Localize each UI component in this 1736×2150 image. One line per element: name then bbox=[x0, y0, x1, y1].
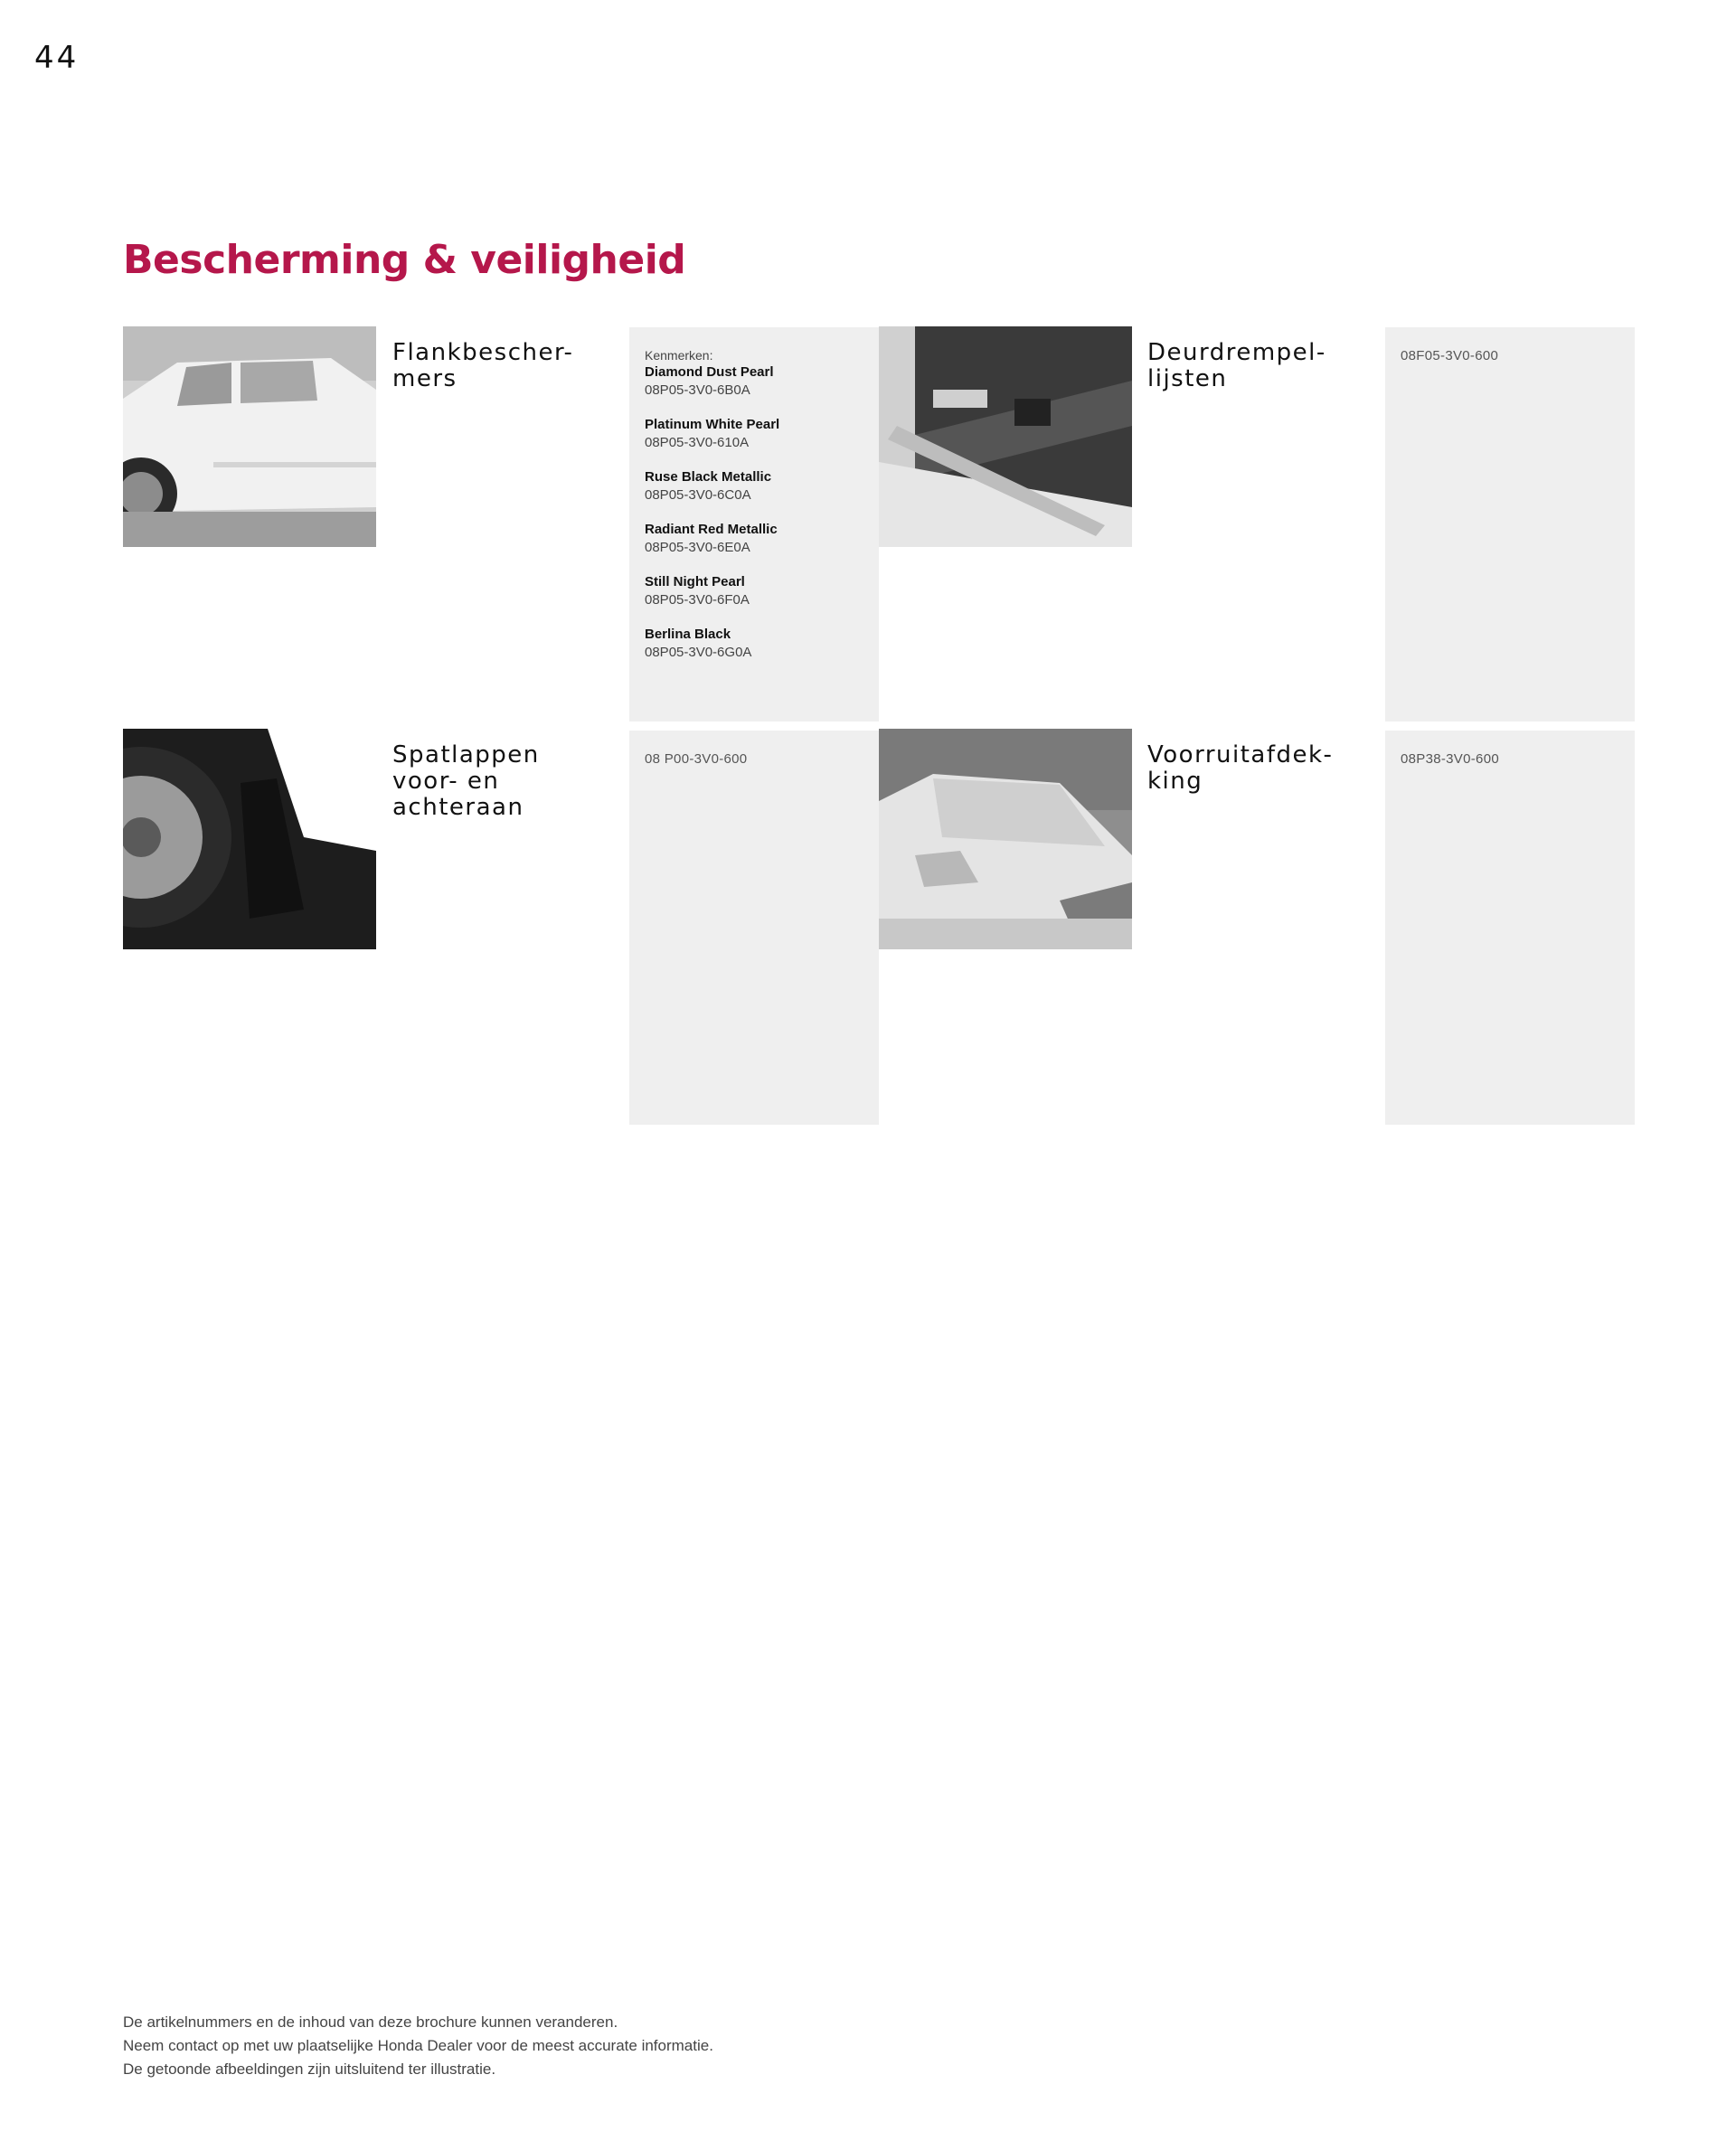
part-code: 08F05-3V0-600 bbox=[1401, 348, 1499, 363]
product-image-door-sill-guards bbox=[879, 326, 1132, 547]
product-name-line: lijsten bbox=[1147, 365, 1228, 392]
product-name-door-sill-guards bbox=[1147, 340, 1364, 392]
product-name-line: Flankbescher- bbox=[392, 339, 574, 366]
spec-panel-windshield-cover bbox=[1385, 731, 1635, 1125]
variant-item bbox=[645, 363, 864, 400]
footer-line: De getoonde afbeeldingen zijn uitsluitend ter illustratie. bbox=[123, 2060, 496, 2078]
variant-name: Berlina Black bbox=[645, 627, 731, 642]
footer-line: De artikelnummers en de inhoud van deze brochure kunnen veranderen. bbox=[123, 2013, 618, 2031]
product-name-line: achteraan bbox=[392, 794, 524, 821]
variant-item bbox=[645, 416, 864, 452]
part-code: 08P38-3V0-600 bbox=[1401, 751, 1499, 767]
product-image-side-protectors bbox=[123, 326, 376, 547]
product-image-windshield-cover bbox=[879, 729, 1132, 949]
spec-panel-door-sill-guards bbox=[1385, 327, 1635, 721]
variant-name: Diamond Dust Pearl bbox=[645, 364, 774, 380]
spec-label: Kenmerken: bbox=[645, 348, 713, 363]
variant-item bbox=[645, 521, 864, 557]
product-name-side-protectors bbox=[392, 340, 609, 392]
section-title: Bescherming & veiligheid bbox=[123, 237, 686, 283]
variant-code: 08P05-3V0-610A bbox=[645, 435, 750, 450]
variant-name: Platinum White Pearl bbox=[645, 417, 780, 432]
product-name-line: mers bbox=[392, 365, 458, 392]
variant-item bbox=[645, 626, 864, 662]
product-name-line: voor- en bbox=[392, 768, 500, 795]
spec-panel-side-protectors bbox=[629, 327, 879, 721]
variant-code: 08P05-3V0-6E0A bbox=[645, 540, 750, 555]
page-number: 44 bbox=[34, 40, 80, 76]
product-name-line: Voorruitafdek- bbox=[1147, 741, 1334, 769]
variant-name: Radiant Red Metallic bbox=[645, 522, 778, 537]
product-name-line: Deurdrempel- bbox=[1147, 339, 1326, 366]
variant-code: 08P05-3V0-6B0A bbox=[645, 382, 750, 398]
variant-item bbox=[645, 573, 864, 609]
part-code: 08 P00-3V0-600 bbox=[645, 751, 748, 767]
footer-line: Neem contact op met uw plaatselijke Honda Dealer voor de meest accurate informatie. bbox=[123, 2037, 713, 2054]
product-name-line: Spatlappen bbox=[392, 741, 540, 769]
product-name-mud-flaps bbox=[392, 742, 609, 821]
variant-code: 08P05-3V0-6G0A bbox=[645, 645, 752, 660]
variant-name: Still Night Pearl bbox=[645, 574, 745, 589]
spec-panel-mud-flaps bbox=[629, 731, 879, 1125]
product-name-line: king bbox=[1147, 768, 1203, 795]
product-name-windshield-cover bbox=[1147, 742, 1364, 795]
variant-name: Ruse Black Metallic bbox=[645, 469, 772, 485]
variant-code: 08P05-3V0-6C0A bbox=[645, 487, 751, 503]
variant-code: 08P05-3V0-6F0A bbox=[645, 592, 750, 608]
variant-item bbox=[645, 468, 864, 504]
product-image-mud-flaps bbox=[123, 729, 376, 949]
footer-disclaimer bbox=[123, 2011, 1027, 2081]
